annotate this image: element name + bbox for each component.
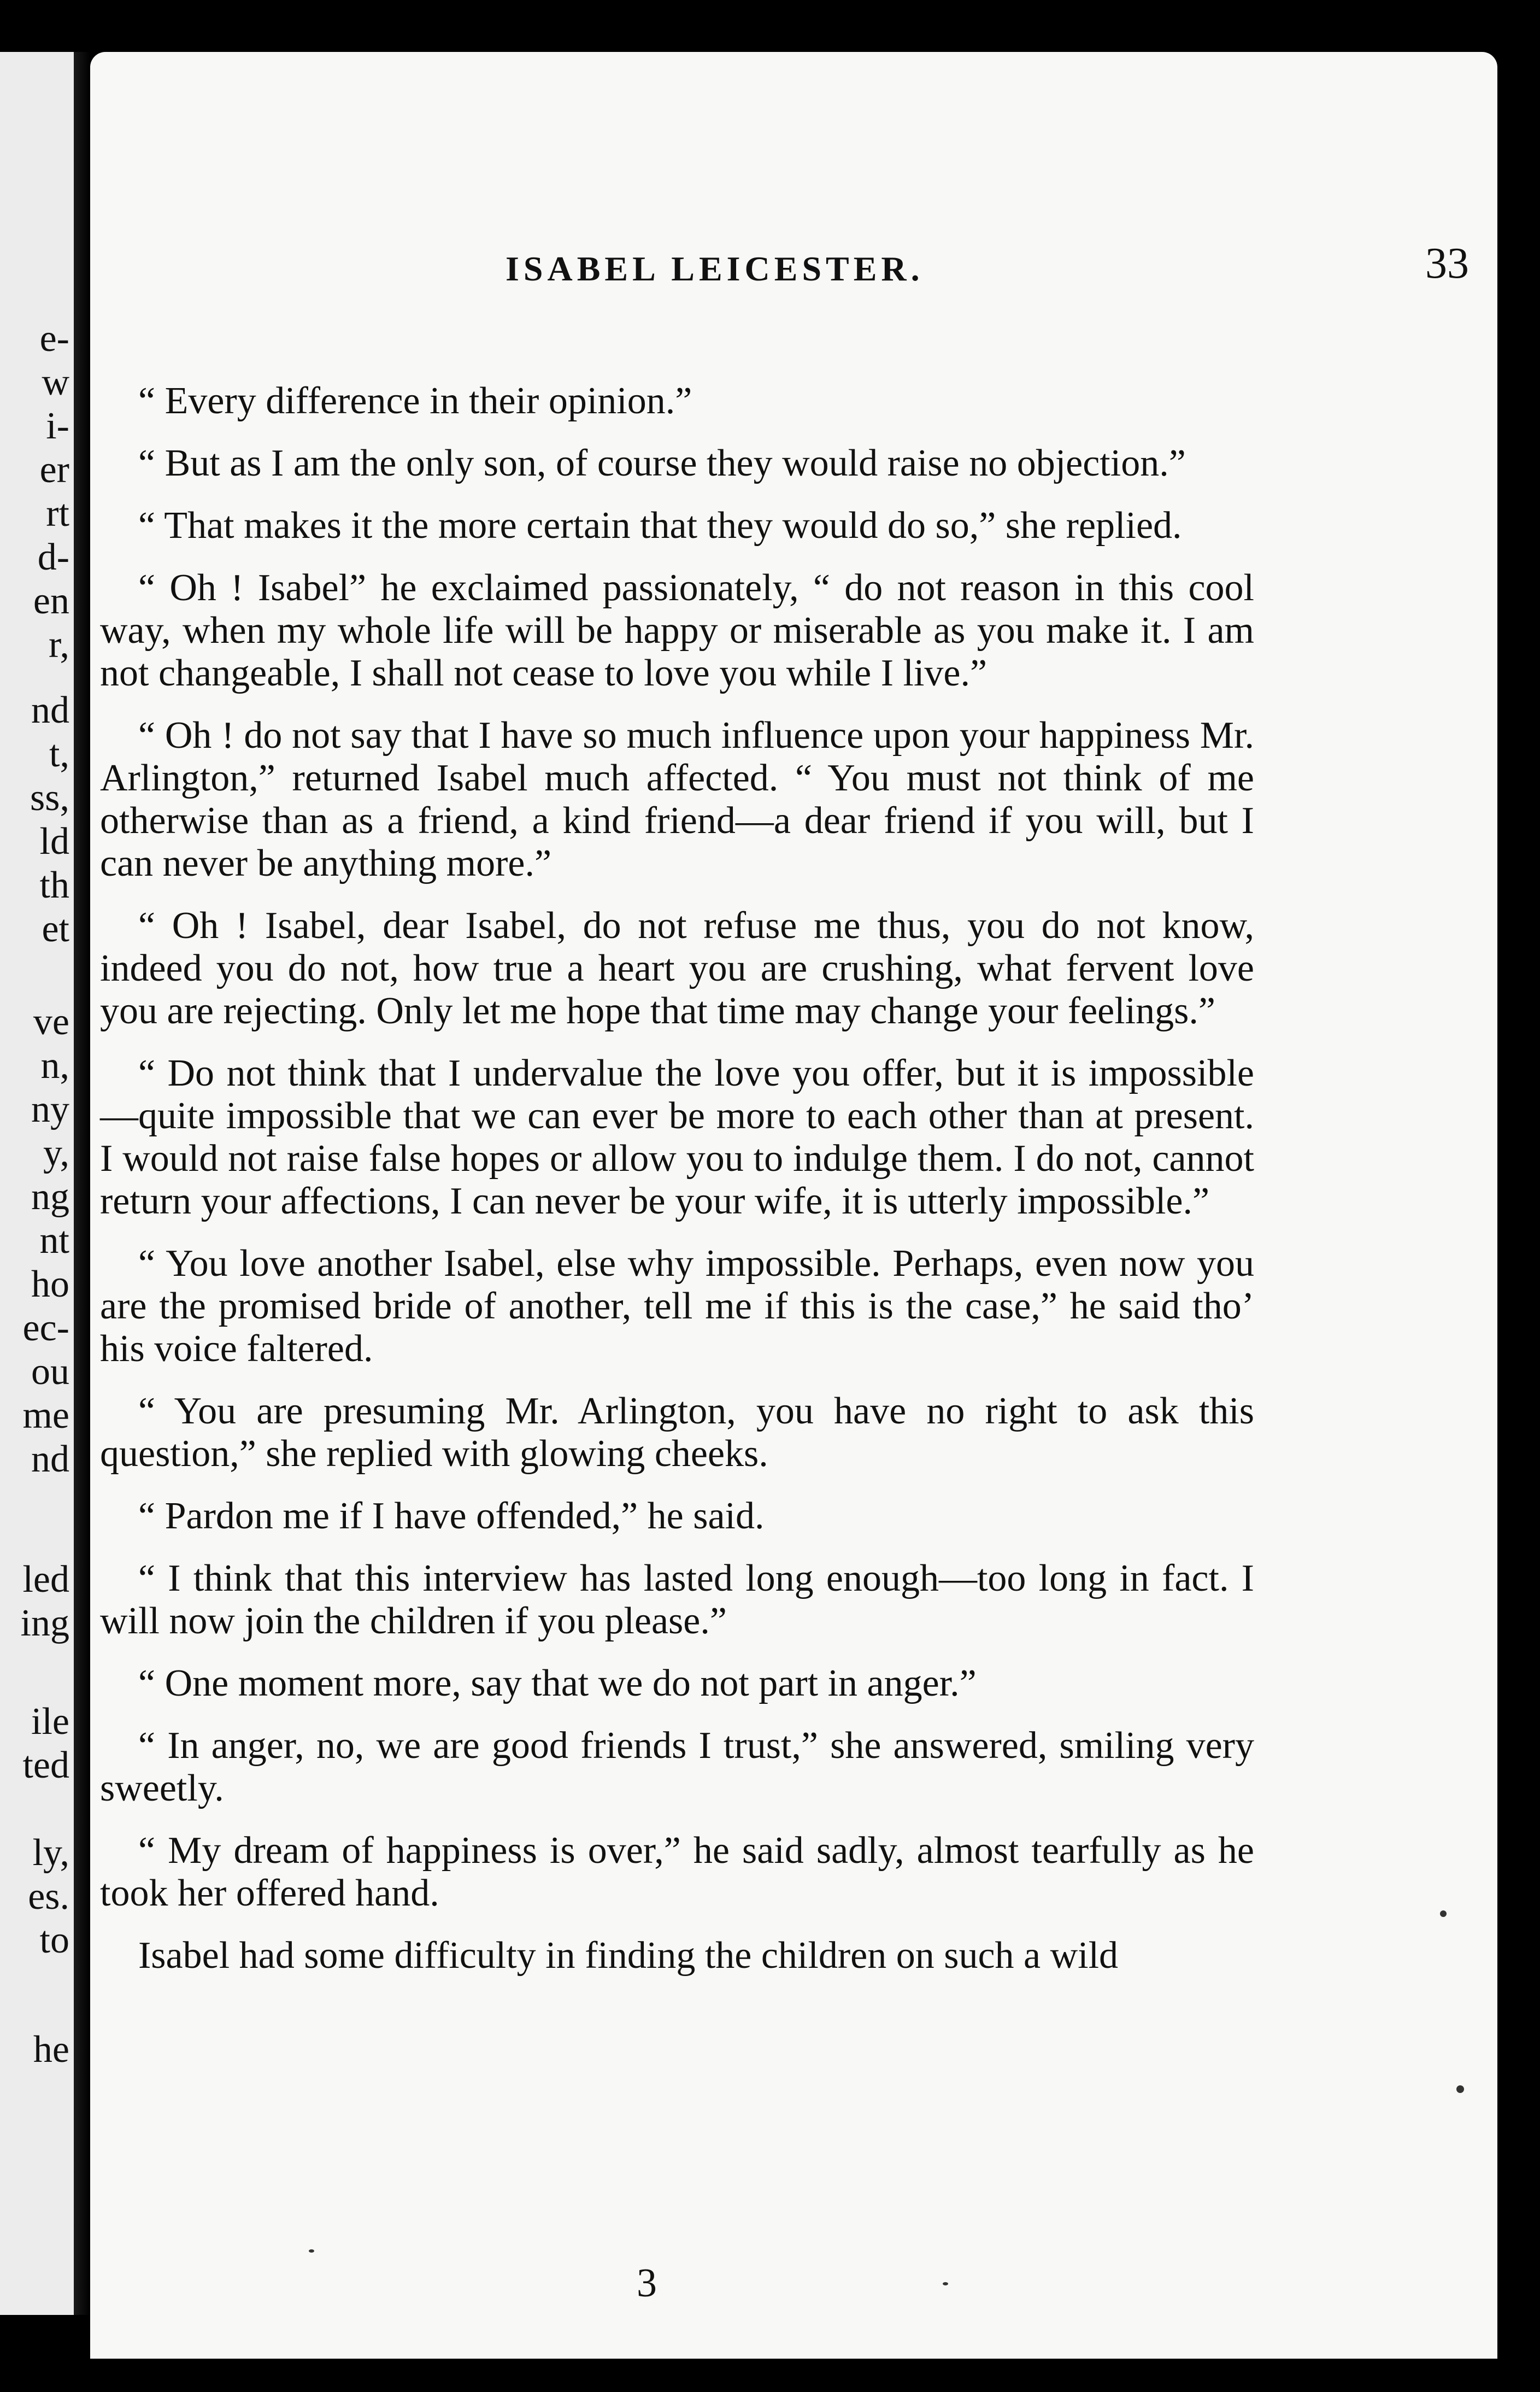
print-speck xyxy=(309,2249,314,2253)
paragraph: “ In anger, no, we are good friends I trust,” she answered, smiling very sweetly. xyxy=(100,1725,1254,1809)
previous-page-fragment: nt xyxy=(39,1220,69,1262)
paragraph: “ Pardon me if I have offended,” he said. xyxy=(138,1495,765,1537)
paragraph: “ Do not think that I undervalue the love you offer, but it is impossible—quite impossible that we can ever be more to each other than at present. I would not raise false hopes or allow you to indulge them. I do not, cannot return your affections, I can never be your wife, it is utterly impossible.” xyxy=(100,1052,1254,1222)
previous-page-fragment: nd xyxy=(31,1438,69,1480)
previous-page-fragment: ly, xyxy=(32,1832,69,1874)
paragraph: “ Oh ! do not say that I have so much influence upon your happiness Mr. Arlington,” returned Isabel much affected. “ You must not think of me otherwise than as a friend, a kind friend—a dear friend if you will, but I can never be anything more.” xyxy=(100,714,1254,884)
previous-page-fragment: ec- xyxy=(22,1307,69,1349)
previous-page-fragment: ve xyxy=(33,1001,69,1043)
previous-page-fragment: me xyxy=(22,1394,69,1437)
previous-page-fragment: ho xyxy=(31,1263,69,1305)
paragraph: “ Oh ! Isabel” he exclaimed passionately, “ do not reason in this cool way, when my whole life will be happy or miserable as you make it. I am not changeable, I shall not cease to love you while I live.” xyxy=(100,567,1254,694)
paragraph: “ One moment more, say that we do not part in anger.” xyxy=(138,1662,977,1704)
previous-page-fragment: en xyxy=(33,580,69,622)
previous-page-fragment: ou xyxy=(31,1351,69,1393)
previous-page-fragment: th xyxy=(39,864,69,906)
previous-page-fragment: rt xyxy=(46,493,69,535)
previous-page-fragment: ss, xyxy=(30,777,69,819)
page-number: 33 xyxy=(1425,239,1469,288)
paragraph: “ I think that this interview has lasted long enough—too long in fact. I will now join the children if you please.” xyxy=(100,1557,1254,1642)
previous-page-fragment: nd xyxy=(31,689,69,731)
previous-page-fragment: ile xyxy=(31,1701,69,1743)
previous-page-fragment: ld xyxy=(39,820,69,863)
previous-page-fragment: et xyxy=(42,908,69,950)
previous-page-fragment: to xyxy=(39,1919,69,1961)
previous-page-fragment: ny xyxy=(31,1088,69,1130)
paragraph: “ Every difference in their opinion.” xyxy=(138,380,692,422)
book-page xyxy=(90,52,1497,2359)
previous-page-fragment: led xyxy=(22,1558,69,1600)
previous-page-fragment: i- xyxy=(46,405,69,447)
print-speck xyxy=(1456,2085,1464,2093)
previous-page-fragment: e- xyxy=(39,318,69,360)
previous-page-fragment: er xyxy=(39,449,69,491)
previous-page-fragment: w xyxy=(42,361,69,403)
previous-page-fragment: es. xyxy=(28,1875,69,1918)
previous-page-fragment: t, xyxy=(49,733,69,775)
previous-page-fragment: he xyxy=(33,2028,69,2071)
paragraph: “ My dream of happiness is over,” he said sadly, almost tearfully as he took her offered hand. xyxy=(100,1830,1254,1914)
previous-page-fragment: r, xyxy=(48,624,69,666)
previous-page-edge xyxy=(0,52,74,2315)
paragraph: “ You love another Isabel, else why impossible. Perhaps, even now you are the promised bride of another, tell me if this is the case,” he said tho’ his voice faltered. xyxy=(100,1242,1254,1370)
running-title: ISABEL LEICESTER. xyxy=(506,249,924,288)
print-speck xyxy=(943,2282,948,2285)
signature-mark: 3 xyxy=(637,2261,657,2306)
paragraph: “ But as I am the only son, of course they would raise no objection.” xyxy=(138,442,1186,484)
paragraph: Isabel had some difficulty in finding the children on such a wild xyxy=(138,1934,1119,1977)
previous-page-fragment: n, xyxy=(40,1045,69,1087)
paragraph: “ You are presuming Mr. Arlington, you have no right to ask this question,” she replied with glowing cheeks. xyxy=(100,1390,1254,1475)
previous-page-fragment: ing xyxy=(20,1602,69,1644)
running-head xyxy=(90,239,1497,303)
previous-page-fragment: y, xyxy=(43,1132,69,1174)
previous-page-fragment: ted xyxy=(22,1744,69,1786)
body-text xyxy=(100,380,1254,1997)
previous-page-fragment: d- xyxy=(37,536,69,578)
previous-page-fragment: ng xyxy=(31,1176,69,1218)
page-gutter xyxy=(74,52,90,2315)
paragraph: “ That makes it the more certain that they would do so,” she replied. xyxy=(138,505,1182,547)
print-speck xyxy=(1440,1910,1447,1917)
paragraph: “ Oh ! Isabel, dear Isabel, do not refuse me thus, you do not know, indeed you do not, how true a heart you are crushing, what fervent love you are rejecting. Only let me hope that time may change your feelings.” xyxy=(100,905,1254,1032)
